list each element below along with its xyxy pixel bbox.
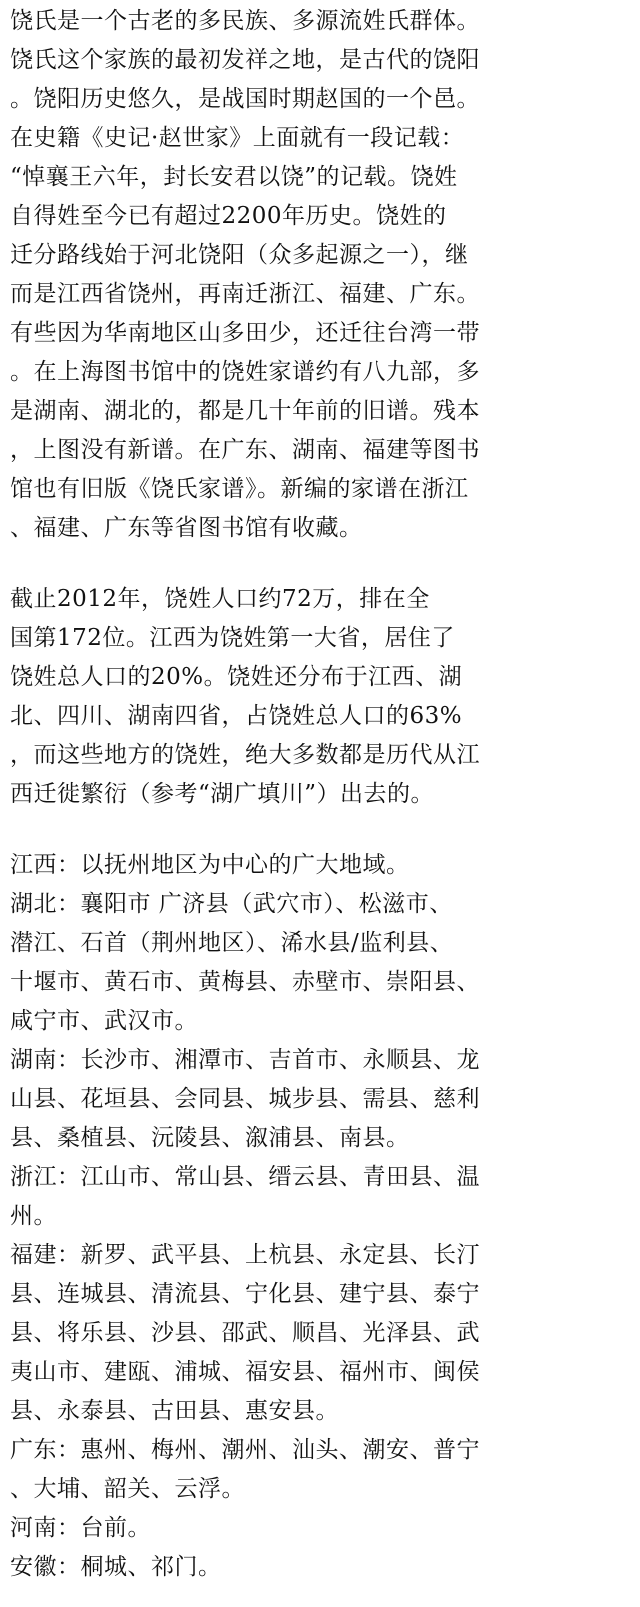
text-line: ，上图没有新谱。在广东、湖南、福建等图书	[10, 437, 480, 463]
text-line: 、大埔、韶关、云浮。	[10, 1476, 245, 1502]
text-line: 福建：新罗、武平县、上杭县、永定县、长汀	[10, 1242, 480, 1268]
text-line: 有些因为华南地区山多田少，还迁往台湾一带	[10, 320, 480, 346]
text-line: 潜江、石首（荆州地区）、浠水县/监利县、	[10, 930, 454, 956]
text-line: 州。	[10, 1203, 57, 1229]
text-line: “悼襄王六年，封长安君以饶”的记载。饶姓	[10, 164, 458, 190]
text-line: 饶氏是一个古老的多民族、多源流姓氏群体。	[10, 8, 480, 34]
text-line: 西迁徙繁衍（参考“湖广填川”）出去的。	[10, 781, 435, 807]
text-line: 湖北：襄阳市 广济县（武穴市）、松滋市、	[10, 891, 453, 917]
text-line: 县、桑植县、沅陵县、溆浦县、南县。	[10, 1125, 410, 1151]
text-line: ，而这些地方的饶姓，绝大多数都是历代从江	[10, 742, 480, 768]
text-line: 山县、花垣县、会同县、城步县、需县、慈利	[10, 1086, 480, 1112]
text-line: 饶姓总人口的20%。饶姓还分布于江西、湖	[10, 664, 463, 690]
text-line: 北、四川、湖南四省，占饶姓总人口的63%	[10, 703, 463, 729]
text-line: 是湖南、湖北的，都是几十年前的旧谱。残本	[10, 398, 480, 424]
text-line: 湖南：长沙市、湘潭市、吉首市、永顺县、龙	[10, 1047, 480, 1073]
text-line: 。在上海图书馆中的饶姓家谱约有八九部，多	[10, 359, 480, 385]
text-line: 馆也有旧版《饶氏家谱》。新编的家谱在浙江	[10, 476, 469, 502]
text-line: 、福建、广东等省图书馆有收藏。	[10, 515, 363, 541]
text-line: 浙江：江山市、常山县、缙云县、青田县、温	[10, 1164, 480, 1190]
text-line: 截止2012年，饶姓人口约72万，排在全	[10, 586, 430, 612]
text-line: 国第172位。江西为饶姓第一大省，居住了	[10, 625, 455, 651]
text-line: 在史籍《史记·赵世家》上面就有一段记载：	[10, 125, 465, 151]
text-line: 县、将乐县、沙县、邵武、顺昌、光泽县、武	[10, 1320, 480, 1346]
text-line: 自得姓至今已有超过2200年历史。饶姓的	[10, 203, 447, 229]
text-line: 县、连城县、清流县、宁化县、建宁县、泰宁	[10, 1281, 480, 1307]
text-line: 安徽：桐城、祁门。	[10, 1554, 222, 1580]
text-line: 咸宁市、武汉市。	[10, 1008, 198, 1034]
text-line: 迁分路线始于河北饶阳（众多起源之一），继	[10, 242, 469, 268]
text-line: 十堰市、黄石市、黄梅县、赤壁市、崇阳县、	[10, 969, 480, 995]
text-line: 饶氏这个家族的最初发祥之地，是古代的饶阳	[10, 47, 480, 73]
text-line: 河南：台前。	[10, 1515, 151, 1541]
text-line: 广东：惠州、梅州、潮州、汕头、潮安、普宁	[10, 1437, 480, 1463]
text-line: 夷山市、建瓯、浦城、福安县、福州市、闽侯	[10, 1359, 480, 1385]
text-line: 而是江西省饶州，再南迁浙江、福建、广东。	[10, 281, 480, 307]
text-line: 江西：以抚州地区为中心的广大地域。	[10, 852, 410, 878]
text-line: 。饶阳历史悠久，是战国时期赵国的一个邑。	[10, 86, 480, 112]
text-line: 县、永泰县、古田县、惠安县。	[10, 1398, 339, 1424]
